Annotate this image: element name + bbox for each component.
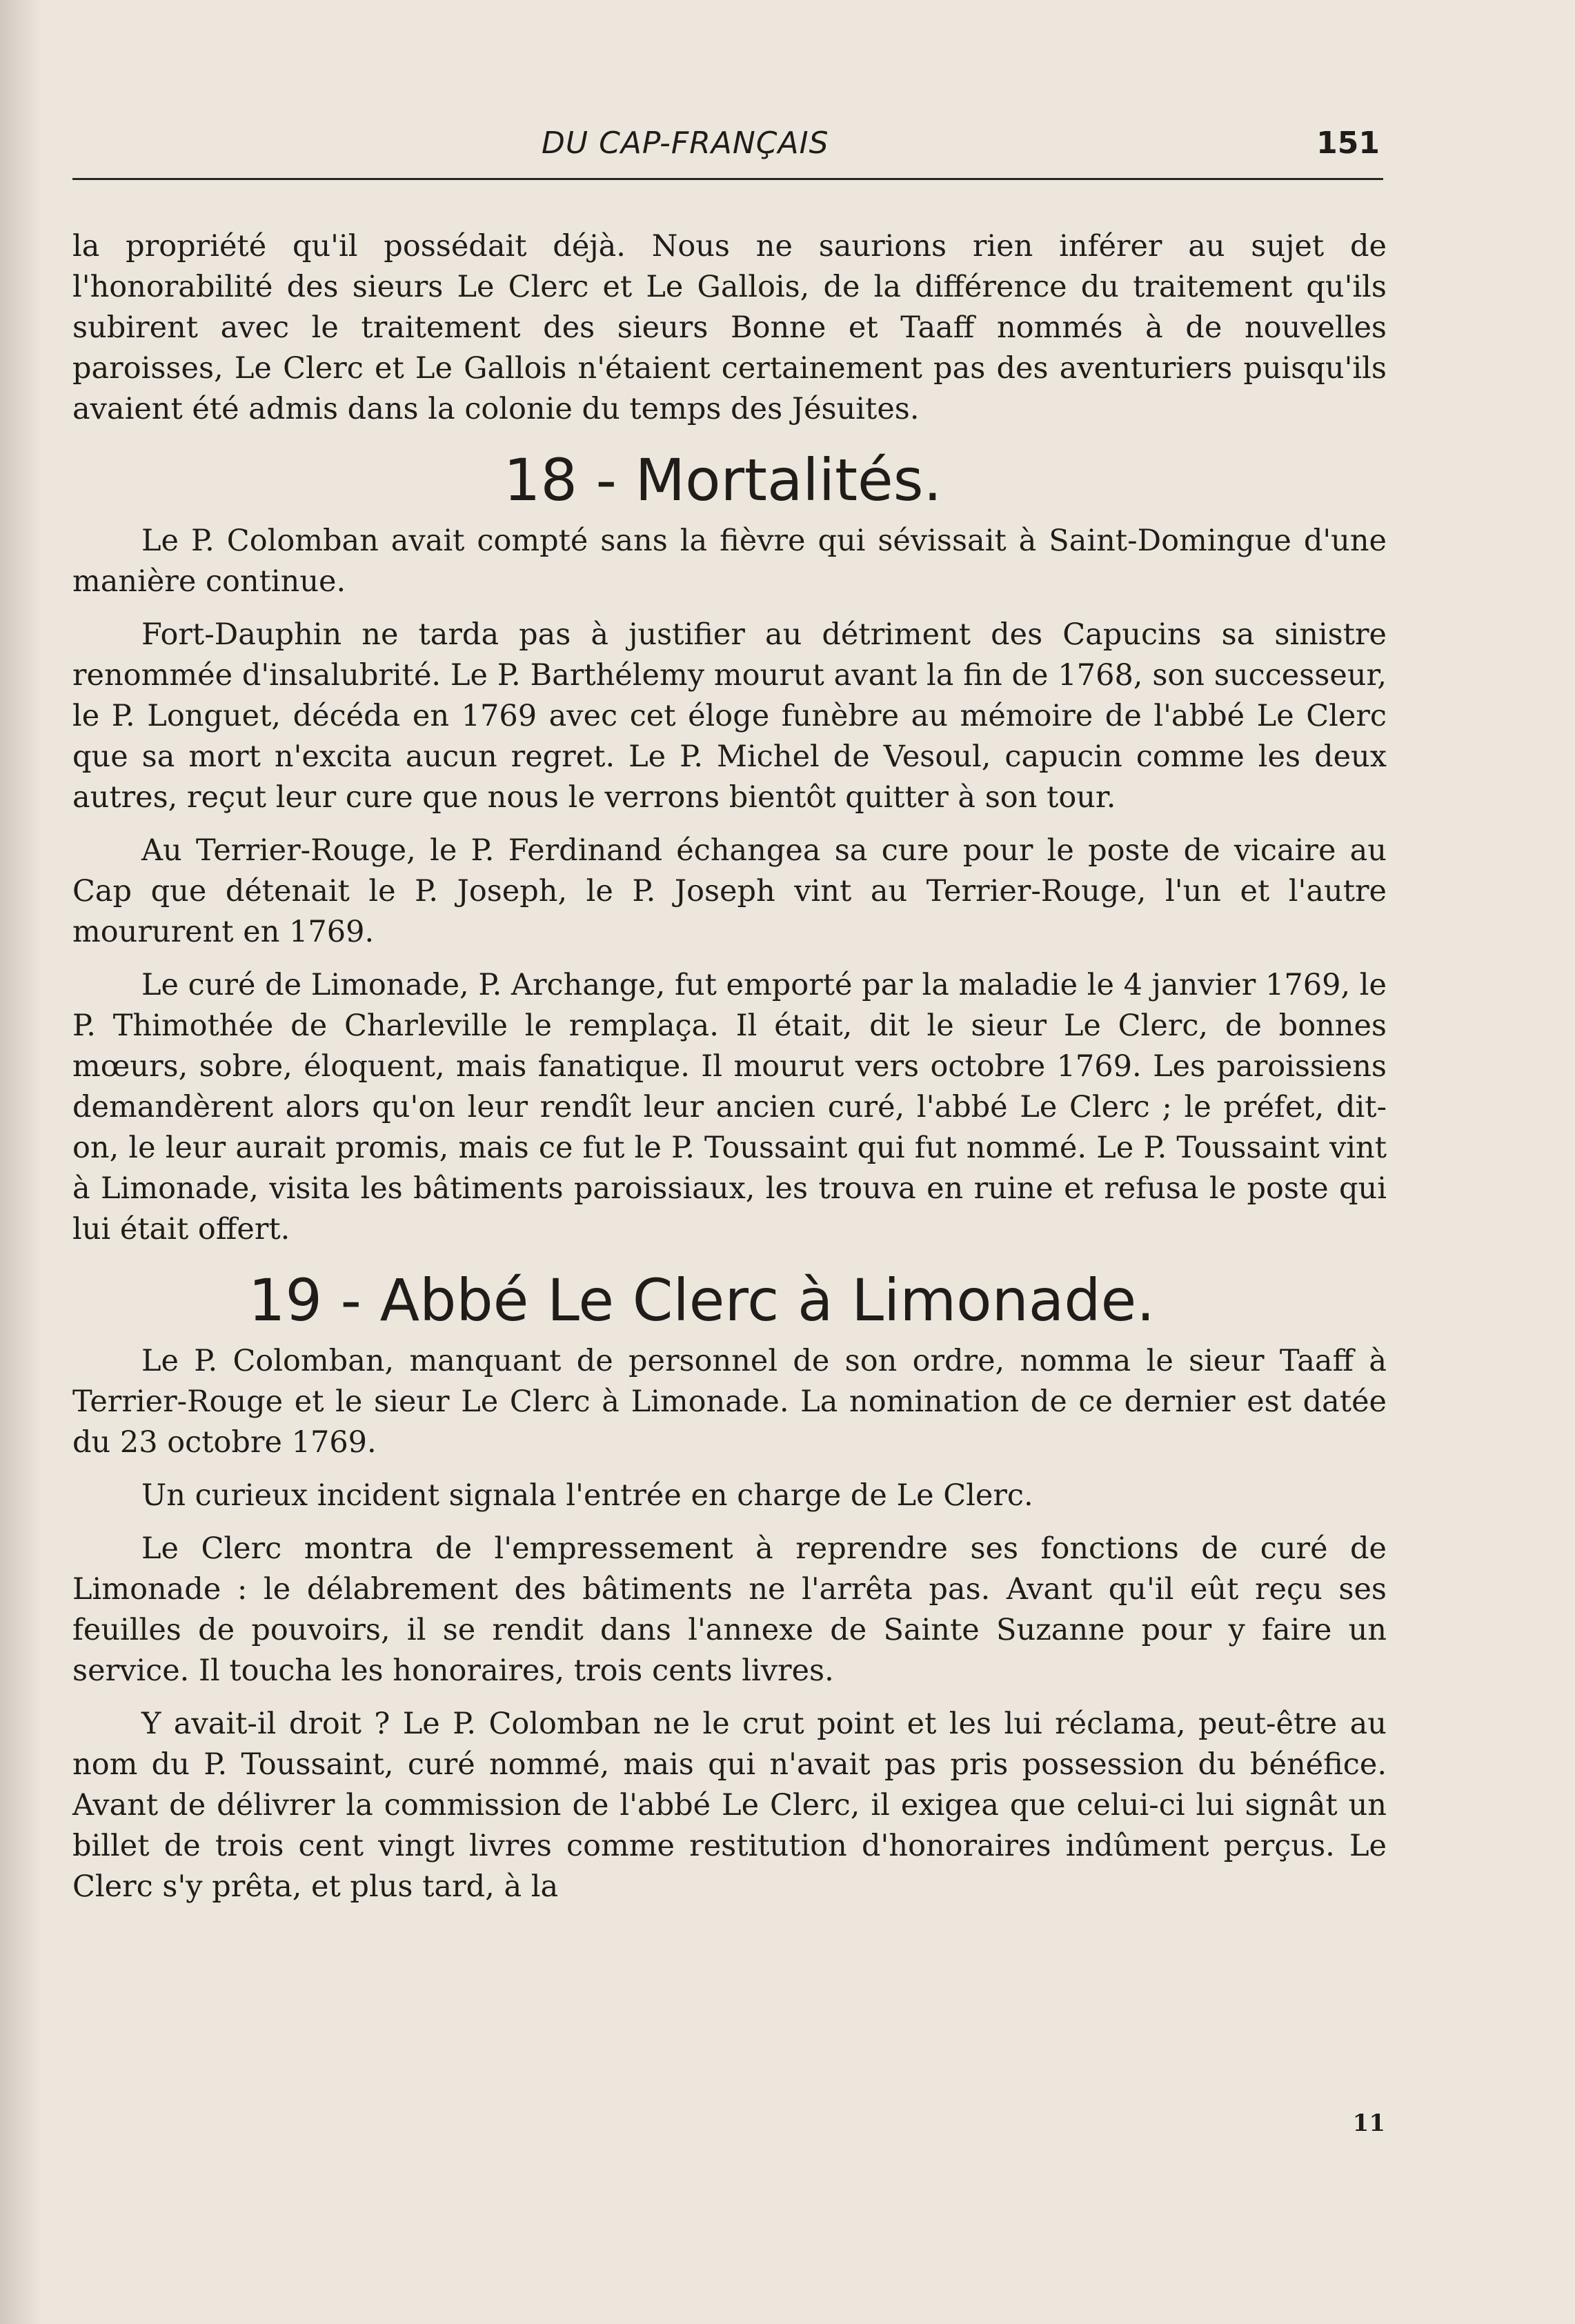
paragraph: Au Terrier-Rouge, le P. Ferdinand échangea sa cure pour le poste de vicaire au Cap que détenait le P. Joseph, le P. Joseph vint au Terrier-Rouge, l'un et l'autre moururent en 1769. — [72, 833, 1387, 949]
running-header — [72, 126, 1383, 181]
paragraph: Y avait-il droit ? Le P. Colomban ne le crut point et les lui réclama, peut-être au nom du P. Toussaint, curé nommé, mais qui n'avait pas pris possession du bénéfice. Avant de délivrer la commission de l'abbé Le Clerc, il exigea que celui-ci lui signât un billet de trois cent vingt livres comme restitution d'honoraires indûment perçus. Le Clerc s'y prêta, et plus tard, à la — [72, 1707, 1387, 1904]
section-heading-19: 19 - Abbé Le Clerc à Limonade. — [248, 1267, 1155, 1334]
running-title: DU CAP-FRANÇAIS — [542, 126, 829, 161]
printer-signature: 11 — [1352, 2109, 1385, 2137]
section-heading-18: 18 - Mortalités. — [504, 446, 942, 514]
header-rule — [72, 178, 1383, 180]
page-body — [72, 226, 1387, 1920]
paragraph: Le curé de Limonade, P. Archange, fut emporté par la maladie le 4 janvier 1769, le P. Thimothée de Charleville le remplaça. Il était, dit le sieur Le Clerc, de bonnes mœurs, sobre, éloquent, mais fanatique. Il mourut vers octobre 1769. Les paroissiens demandèrent alors qu'on leur rendît leur ancien curé, l'abbé Le Clerc ; le préfet, dit-on, le leur aurait promis, mais ce fut le P. Toussaint qui fut nommé. Le P. Toussaint vint à Limonade, visita les bâtiments paroissiaux, les trouva en ruine et refusa le poste qui lui était offert. — [72, 968, 1387, 1247]
page-number: 151 — [1316, 126, 1380, 161]
paragraph: Le P. Colomban avait compté sans la fièvre qui sévissait à Saint-Domingue d'une manière continue. — [72, 524, 1387, 599]
paragraph-continued: la propriété qu'il possédait déjà. Nous ne saurions rien inférer au sujet de l'honorabilité des sieurs Le Clerc et Le Gallois, de la différence du traitement qu'ils subirent avec le traitement des sieurs Bonne et Taaff nommés à de nouvelles paroisses, Le Clerc et Le Gallois n'étaient certainement pas des aventuriers puisqu'ils avaient été admis dans la colonie du temps des Jésuites. — [72, 229, 1387, 426]
paragraph: Un curieux incident signala l'entrée en charge de Le Clerc. — [141, 1478, 1033, 1513]
paragraph: Le P. Colomban, manquant de personnel de son ordre, nomma le sieur Taaff à Terrier-Rouge et le sieur Le Clerc à Limonade. La nomination de ce dernier est datée du 23 octobre 1769. — [72, 1344, 1387, 1460]
page-edge-shadow — [0, 0, 41, 2324]
paragraph: Le Clerc montra de l'empressement à reprendre ses fonctions de curé de Limonade : le délabrement des bâtiments ne l'arrêta pas. Avant qu'il eût reçu ses feuilles de pouvoirs, il se rendit dans l'annexe de Sainte Suzanne pour y faire un service. Il toucha les honoraires, trois cents livres. — [72, 1531, 1387, 1688]
paragraph: Fort-Dauphin ne tarda pas à justifier au détriment des Capucins sa sinistre renommée d'insalubrité. Le P. Barthélemy mourut avant la fin de 1768, son successeur, le P. Longuet, décéda en 1769 avec cet éloge funèbre au mémoire de l'abbé Le Clerc que sa mort n'excita aucun regret. Le P. Michel de Vesoul, capucin comme les deux autres, reçut leur cure que nous le verrons bientôt quitter à son tour. — [72, 617, 1387, 815]
